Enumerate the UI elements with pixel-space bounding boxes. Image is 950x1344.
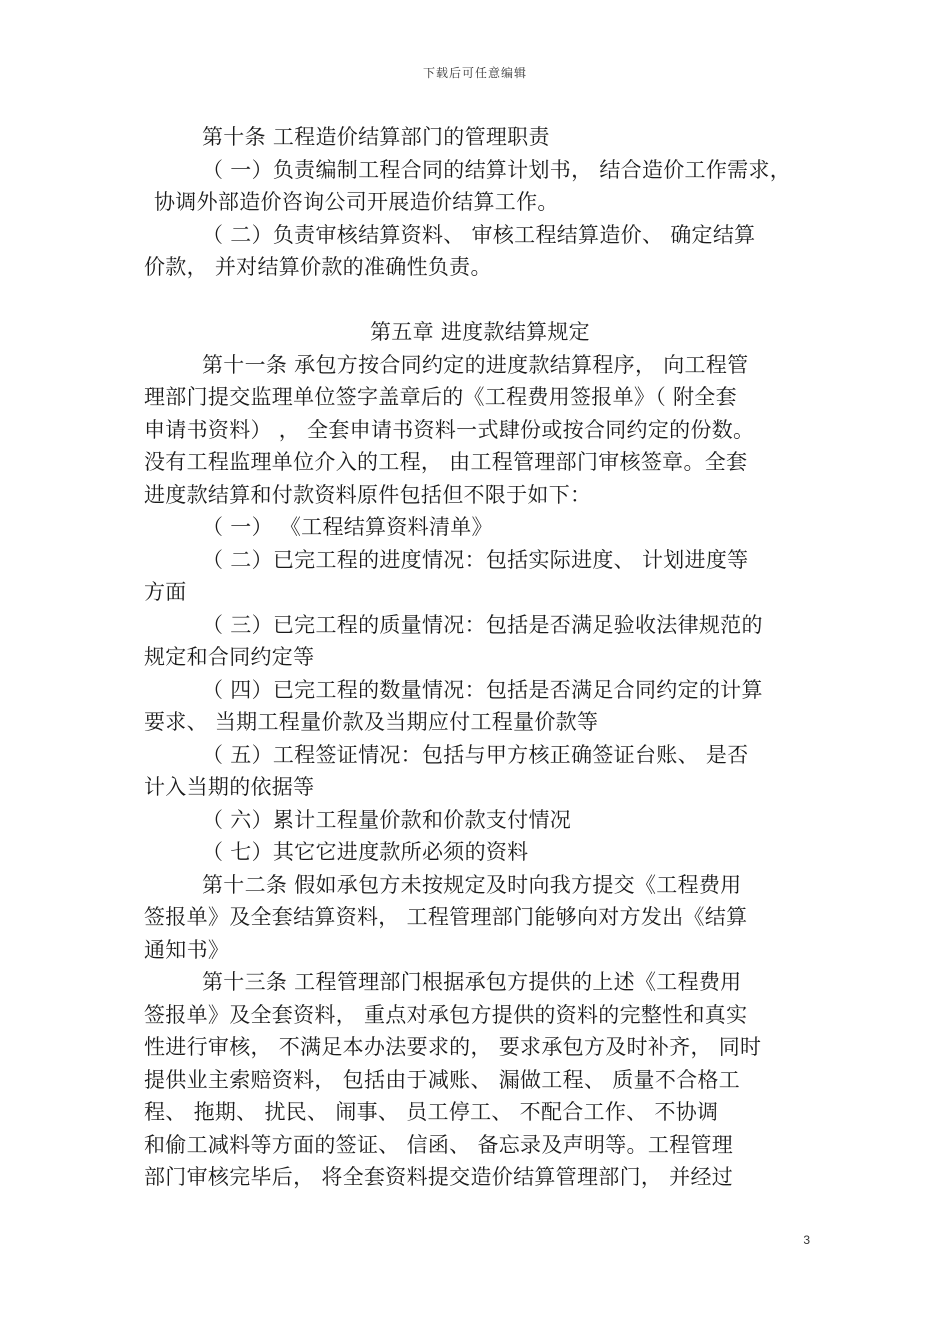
text-line: 第十条 工程造价结算部门的管理职责 [202,125,550,149]
text-line: （ 二）已完工程的进度情况：包括实际进度、 计划进度等 [202,547,749,572]
text-line: （ 三）已完工程的质量情况：包括是否满足验收法律规范的 [202,612,763,637]
text-line: 计入当期的依据等 [144,775,315,799]
text-line: （ 二）负责审核结算资料、 审核工程结算造价、 确定结算 [202,222,756,247]
text-line: 要求、 当期工程量价款及当期应付工程量价款等 [144,710,599,734]
text-line: 协调外部造价咨询公司开展造价结算工作。 [154,190,559,214]
text-line: （ 七）其它它进度款所必须的资料 [202,840,529,864]
page-header: 下载后可任意编辑 [422,66,527,80]
text-line: 规定和合同约定等 [144,645,315,669]
text-line: 程、 拖期、 扰民、 闹事、 员工停工、 不配合工作、 不协调 [144,1100,719,1124]
text-line: 和偷工减料等方面的签证、 信函、 备忘录及声明等。工程管理 [144,1132,734,1157]
text-line: 签报单》及全套结算资料， 工程管理部门能够向对方发出《结算 [144,905,748,929]
text-line: （ 四）已完工程的数量情况：包括是否满足合同约定的计算 [202,677,763,702]
page-number: 3 [803,1233,810,1247]
text-line: 第十一条 承包方按合同约定的进度款结算程序， 向工程管 [202,352,749,377]
text-line: 申请书资料） ， 全套申请书资料一式肆份或按合同约定的份数。 [144,417,755,442]
text-line: 性进行审核， 不满足本办法要求的， 要求承包方及时补齐， 同时 [144,1035,762,1059]
text-line: 第十二条 假如承包方未按规定及时向我方提交《工程费用 [202,872,742,897]
text-line: （ 一） 《工程结算资料清单》 [202,515,493,539]
blank-line [144,284,816,317]
text-line: 通知书》 [144,937,230,962]
text-line: 第十三条 工程管理部门根据承包方提供的上述《工程费用 [202,970,742,994]
text-line: 提供业主索赔资料， 包括由于减账、 漏做工程、 质量不合格工 [144,1067,741,1092]
text-line: （ 六）累计工程量价款和价款支付情况 [202,807,572,832]
text-line: （ 五）工程签证情况：包括与甲方核正确签证台账、 是否 [202,742,749,767]
text-line: 签报单》及全套资料， 重点对承包方提供的资料的完整性和真实 [144,1002,748,1027]
text-line: （ 一）负责编制工程合同的结算计划书， 结合造价工作需求， [202,157,792,182]
document-body [144,121,816,1194]
text-line: 方面 [144,580,187,604]
text-line: 部门审核完毕后， 将全套资料提交造价结算管理部门， 并经过 [144,1165,734,1189]
text-line: 没有工程监理单位介入的工程， 由工程管理部门审核签章。全套 [144,450,748,474]
chapter-heading: 第五章 进度款结算规定 [370,320,590,344]
text-line: 进度款结算和付款资料原件包括但不限于如下： [144,482,592,507]
text-line: 价款， 并对结算价款的准确性负责。 [144,255,492,279]
text-line: 理部门提交监理单位签字盖章后的《工程费用签报单》（ 附全套 [144,385,737,409]
